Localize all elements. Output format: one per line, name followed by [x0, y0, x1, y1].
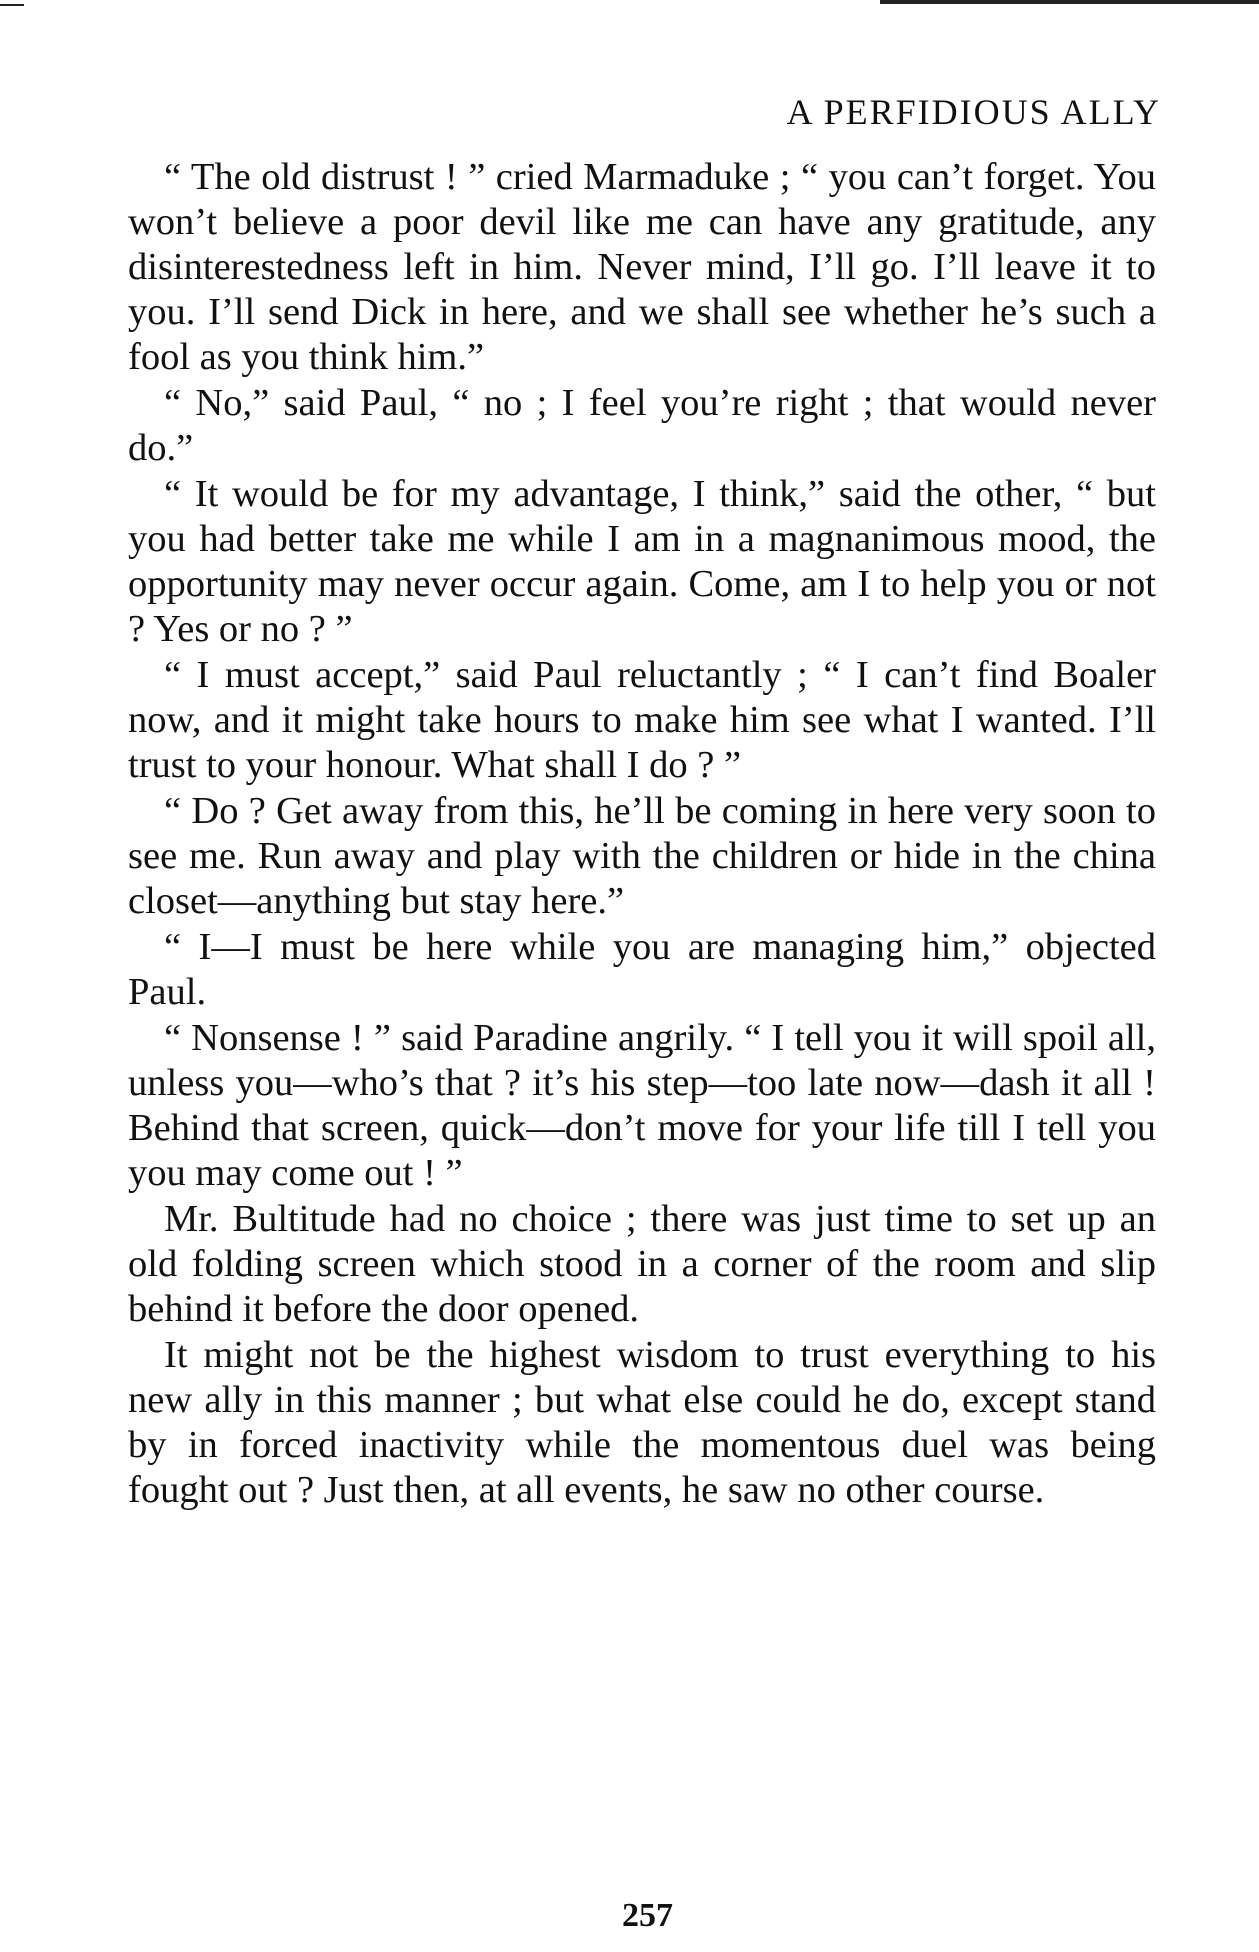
paragraph-6: “ I—I must be here while you are managing him,” objected Paul. [128, 926, 1156, 1013]
paragraph-8: Mr. Bultitude had no choice ; there was just time to set up an old folding screen which stood in a corner of the room and slip behind it before the door opened. [128, 1198, 1156, 1330]
paragraph-2: “ No,” said Paul, “ no ; I feel you’re right ; that would never do.” [128, 382, 1156, 469]
paragraph-5: “ Do ? Get away from this, he’ll be coming in here very soon to see me. Run away and play with the children or hide in the china closet—anything but stay here.” [128, 790, 1156, 922]
running-head: A PERFIDIOUS ALLY [786, 92, 1161, 132]
top-rule-left [0, 4, 24, 6]
top-rule-right [880, 0, 1259, 4]
paragraph-7: “ Nonsense ! ” said Paradine angrily. “ I tell you it will spoil all, unless you—who’s that ? it’s his step—too late now—dash it all ! Behind that screen, quick—don’t move for your life till I tell you you may come out ! ” [128, 1017, 1156, 1194]
paragraph-1: “ The old distrust ! ” cried Marmaduke ; “ you can’t forget. You won’t believe a poor devil like me can have any gratitude, any disinterestedness left in him. Never mind, I’ll go. I’ll leave it to you. I’ll send Dick in here, and we shall see whether he’s such a fool as you think him.” [128, 156, 1156, 378]
body-text [128, 155, 1156, 1514]
paragraph-9: It might not be the highest wisdom to trust everything to his new ally in this manner ; but what else could he do, except stand by in forced inactivity while the momentous duel was being fought out ? Just then, at all events, he saw no other course. [128, 1334, 1156, 1511]
paragraph-3: “ It would be for my advantage, I think,” said the other, “ but you had better take me while I am in a magnanimous mood, the opportunity may never occur again. Come, am I to help you or not ? Yes or no ? ” [128, 473, 1156, 650]
page-number: 257 [622, 1897, 673, 1934]
paragraph-4: “ I must accept,” said Paul reluctantly ; “ I can’t find Boaler now, and it might take hours to make him see what I wanted. I’ll trust to your honour. What shall I do ? ” [128, 654, 1156, 786]
